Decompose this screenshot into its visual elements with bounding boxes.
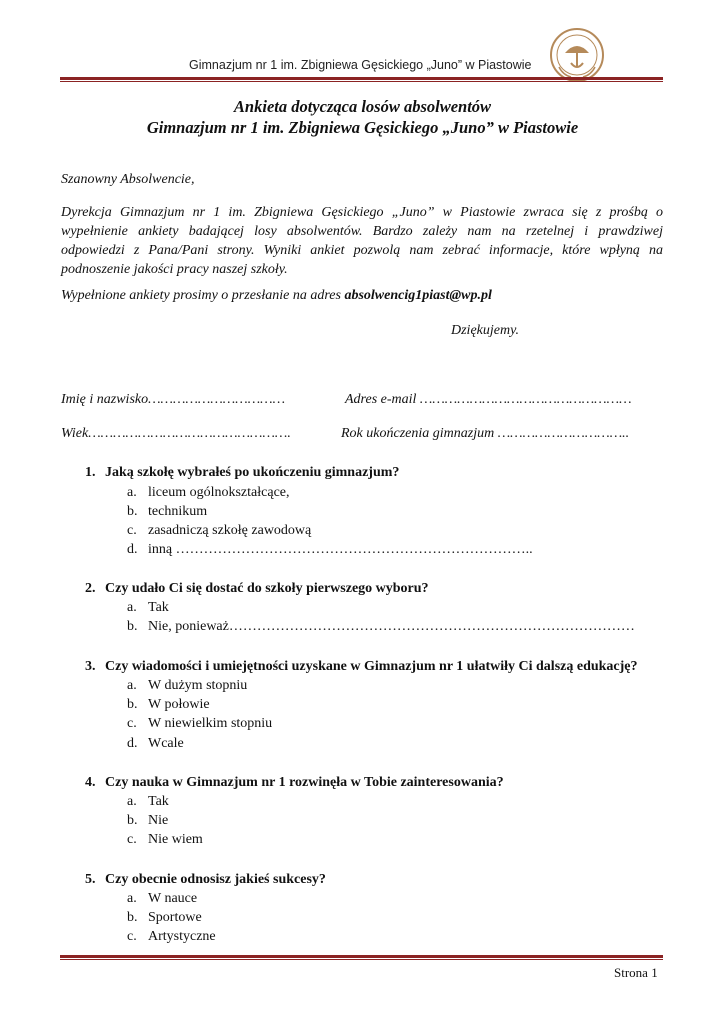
question-number: 5. (85, 872, 96, 887)
question-1 (85, 465, 399, 481)
option-text: Sportowe (148, 910, 202, 925)
option-text: zasadniczą szkołę zawodową (148, 523, 312, 538)
email-address-link[interactable]: absolwencig1piast@wp.pl (344, 288, 492, 303)
question-text: Czy wiadomości i umiejętności uzyskane w Gimnazjum nr 1 ułatwiły Ci dalszą edukację? (105, 659, 638, 674)
question-text: Czy udało Ci się dostać do szkoły pierwszego wyboru? (105, 581, 429, 596)
email-field[interactable]: Adres e-mail …………………………………………… (345, 392, 632, 407)
option-text: W niewielkim stopniu (148, 716, 273, 731)
option-letter: a. (127, 600, 137, 615)
intro-paragraph (61, 203, 663, 279)
name-field[interactable]: Imię i nazwisko…………………………… (61, 392, 286, 407)
option-text: W nauce (148, 891, 198, 906)
header-rule (60, 77, 663, 80)
question-number: 2. (85, 581, 96, 596)
option-letter: a. (127, 794, 137, 809)
option-text: Nie (148, 813, 169, 828)
option-letter: b. (127, 910, 138, 925)
intro-line: Dyrekcja Gimnazjum nr 1 im. Zbigniewa Gęsickiego „Juno” w Piastowie zwraca się z prośbą o (61, 205, 663, 220)
option-letter: b. (127, 813, 138, 828)
question-4 (85, 775, 504, 791)
option-text: inną ………………………………………………………………….. (148, 542, 533, 557)
school-logo-icon (549, 27, 605, 83)
document-subtitle: Gimnazjum nr 1 im. Zbigniewa Gęsickiego „Juno” w Piastowie (146, 118, 579, 137)
option-letter: d. (127, 736, 138, 751)
option-text: Wcale (148, 736, 184, 751)
send-request (61, 288, 492, 304)
option-text: Nie, ponieważ…………………………………………………………………………… (148, 619, 635, 634)
option-letter: c. (127, 929, 137, 944)
option-1b[interactable] (127, 504, 207, 520)
question-number: 4. (85, 775, 96, 790)
question-5 (85, 872, 326, 888)
option-text: W dużym stopniu (148, 678, 248, 693)
option-letter: c. (127, 523, 137, 538)
option-letter: a. (127, 678, 137, 693)
option-2a[interactable] (127, 600, 169, 616)
footer-rule (60, 955, 663, 958)
option-text: liceum ogólnokształcące, (148, 485, 290, 500)
question-text: Czy nauka w Gimnazjum nr 1 rozwinęła w Tobie zainteresowania? (105, 775, 504, 790)
option-5a[interactable] (127, 891, 197, 907)
page-header (0, 0, 725, 80)
option-3b[interactable] (127, 697, 210, 713)
option-text: Tak (148, 794, 169, 809)
option-1d[interactable] (127, 542, 533, 558)
option-1c[interactable] (127, 523, 311, 539)
greeting: Szanowny Absolwencie, (61, 172, 195, 187)
option-text: Nie wiem (148, 832, 203, 847)
footer-rule-thin (60, 959, 663, 960)
option-letter: c. (127, 716, 137, 731)
option-1a[interactable] (127, 485, 290, 501)
age-field[interactable]: Wiek…………………………………………. (61, 426, 291, 441)
option-letter: b. (127, 504, 138, 519)
option-letter: a. (127, 485, 137, 500)
option-5b[interactable] (127, 910, 202, 926)
option-letter: d. (127, 542, 138, 557)
thanks: Dziękujemy. (451, 323, 520, 338)
question-text: Czy obecnie odnosisz jakieś sukcesy? (105, 872, 326, 887)
document-title: Ankieta dotycząca losów absolwentów (233, 97, 492, 116)
question-number: 1. (85, 465, 96, 480)
option-letter: b. (127, 619, 138, 634)
option-text: technikum (148, 504, 208, 519)
option-letter: a. (127, 891, 137, 906)
option-text: Artystyczne (148, 929, 216, 944)
option-2b[interactable] (127, 619, 635, 635)
header-rule-thin (60, 81, 663, 82)
option-text: W połowie (148, 697, 210, 712)
option-text: Tak (148, 600, 169, 615)
option-4a[interactable] (127, 794, 169, 810)
option-letter: c. (127, 832, 137, 847)
intro-line: podnoszenie jakości pracy naszej szkoły. (61, 262, 288, 277)
option-5c[interactable] (127, 929, 216, 945)
header-school-name: Gimnazjum nr 1 im. Zbigniewa Gęsickiego „Juno” w Piastowie (189, 58, 532, 72)
option-4b[interactable] (127, 813, 168, 829)
question-3 (85, 659, 638, 675)
option-3c[interactable] (127, 716, 272, 732)
graduation-year-field[interactable]: Rok ukończenia gimnazjum ………………………….. (341, 426, 630, 441)
send-request-text: Wypełnione ankiety prosimy o przesłanie na adres (61, 288, 341, 303)
intro-line: odpowiedzi z Pana/Pani strony. Wyniki ankiet pozwolą nam zebrać informacje, które wpłyną na (61, 243, 663, 258)
option-3a[interactable] (127, 678, 247, 694)
question-text: Jaką szkołę wybrałeś po ukończeniu gimnazjum? (105, 465, 400, 480)
page-number: Strona 1 (614, 965, 658, 980)
question-number: 3. (85, 659, 96, 674)
option-4c[interactable] (127, 832, 203, 848)
option-letter: b. (127, 697, 138, 712)
option-3d[interactable] (127, 736, 184, 752)
question-2 (85, 581, 429, 597)
intro-line: wypełnienie ankiety badającej losy absolwentów. Bardzo zależy nam na rzetelnej i prawdziwej (61, 224, 663, 239)
